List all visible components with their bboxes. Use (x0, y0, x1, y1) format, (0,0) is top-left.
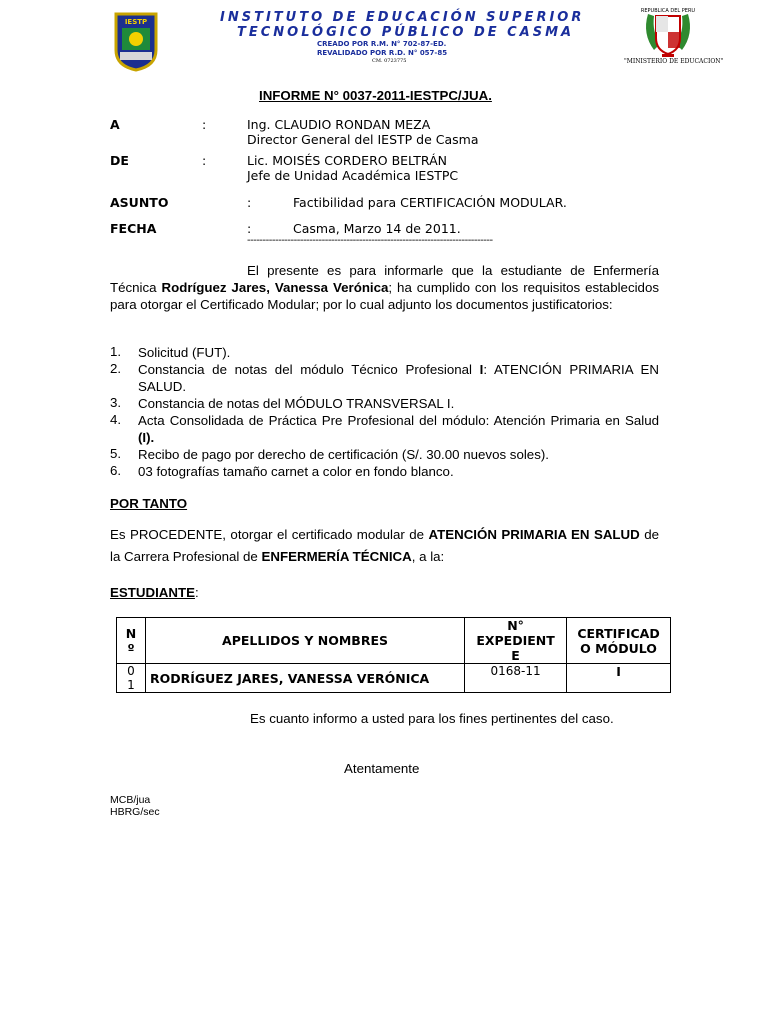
report-title: INFORME N° 0037-2011-IESTPC/JUA. (259, 88, 492, 103)
table-header-row (117, 618, 671, 664)
field-de-label: DE (110, 153, 129, 168)
por-tanto-heading: POR TANTO (110, 496, 188, 511)
header-divider: ------------------------------------------------------------------------------- (247, 235, 493, 246)
cell-number: 0 1 (117, 664, 146, 693)
atentamente-text: Atentamente (344, 761, 420, 776)
list-number-2: 2. (110, 361, 122, 376)
closing-sentence: Es cuanto informo a usted para los fines pertinentes del caso. (250, 711, 614, 726)
list-item-6: 03 fotografías tamaño carnet a color en fondo blanco. (138, 464, 454, 479)
sender-name: Lic. MOISÉS CORDERO BELTRÁN (247, 153, 448, 168)
revalidation-resolution: REVALIDADO POR R.D. N° 057-85 (317, 49, 448, 57)
procedente-paragraph: Es PROCEDENTE, otorgar el certificado modular de ATENCIÓN PRIMARIA EN SALUD de la Carrera Profesional de ENFERMERÍA TÉCNICA, a la: (110, 527, 659, 564)
creation-resolution: CREADO POR R.M. N° 702-87-ED. (317, 40, 447, 48)
field-fecha-label: FECHA (110, 221, 157, 236)
reference-initials-2: HBRG/sec (110, 806, 160, 818)
intro-text-1: El presente es para informarle que la estudiante de Enfermería Técnica (110, 263, 659, 295)
header-file-number: N° EXPEDIENT E (465, 618, 567, 664)
field-de-sep: : (202, 153, 207, 168)
list-item-2: Constancia de notas del módulo Técnico Profesional I: ATENCIÓN PRIMARIA EN SALUD. (138, 362, 660, 394)
list-item-3: Constancia de notas del MÓDULO TRANSVERSAL I. (138, 396, 455, 411)
header-names: APELLIDOS Y NOMBRES (145, 618, 464, 664)
list-number-1: 1. (110, 344, 122, 359)
ministry-label: "MINISTERIO DE EDUCACION" (624, 58, 724, 65)
list-item-5: Recibo de pago por derecho de certificación (S/. 30.00 nuevos soles). (138, 447, 549, 462)
subject-value: Factibilidad para CERTIFICACIÓN MODULAR. (293, 195, 567, 210)
field-fecha-sep: : (247, 221, 252, 236)
svg-text:IESTP: IESTP (124, 18, 148, 26)
header-certificate-module: CERTIFICAD O MÓDULO (567, 618, 671, 664)
field-a-label: A (110, 117, 120, 132)
cell-student-name: RODRÍGUEZ JARES, VANESSA VERÓNICA (145, 664, 464, 693)
institute-name-line2: TECNOLÓGICO PÚBLICO DE CASMA (237, 25, 575, 40)
student-table (116, 617, 671, 693)
cell-file-number: 0168-11 (465, 664, 567, 693)
list-number-6: 6. (110, 463, 122, 478)
intro-text-2: ; ha cumplido con los requisitos establecidos para otorgar el Certificado Modular; por lo cual adjunto los documentos justificatorios: (110, 280, 659, 312)
peru-coat-of-arms-icon (640, 4, 696, 58)
reference-initials-1: MCB/jua (110, 794, 151, 806)
table-row (117, 664, 671, 693)
institute-name-line1: INSTITUTO DE EDUCACIÓN SUPERIOR (220, 10, 585, 25)
cm-code: CM. 0723775 (372, 58, 407, 64)
field-asunto-sep: : (247, 195, 252, 210)
list-item-4: Acta Consolidada de Práctica Pre Profesional del módulo: Atención Primaria en Salud (I). (138, 413, 659, 445)
estudiante-heading: ESTUDIANTE: (110, 585, 199, 600)
list-number-3: 3. (110, 395, 122, 410)
date-value: Casma, Marzo 14 de 2011. (293, 221, 461, 236)
field-a-sep: : (202, 117, 207, 132)
student-name-inline: Rodríguez Jares, Vanessa Verónica (161, 280, 389, 295)
list-number-5: 5. (110, 446, 122, 461)
field-asunto-label: ASUNTO (110, 195, 169, 210)
list-number-4: 4. (110, 412, 122, 427)
institute-logo (112, 10, 160, 72)
recipient-name: Ing. CLAUDIO RONDAN MEZA (247, 117, 431, 132)
recipient-position: Director General del IESTP de Casma (247, 132, 479, 147)
cell-module: I (567, 664, 671, 693)
intro-paragraph (110, 262, 659, 313)
list-item-1: Solicitud (FUT). (138, 345, 231, 360)
sender-position: Jefe de Unidad Académica IESTPC (247, 168, 459, 183)
svg-text:REPUBLICA DEL PERU: REPUBLICA DEL PERU (640, 8, 696, 14)
header-number: N º (117, 618, 146, 664)
